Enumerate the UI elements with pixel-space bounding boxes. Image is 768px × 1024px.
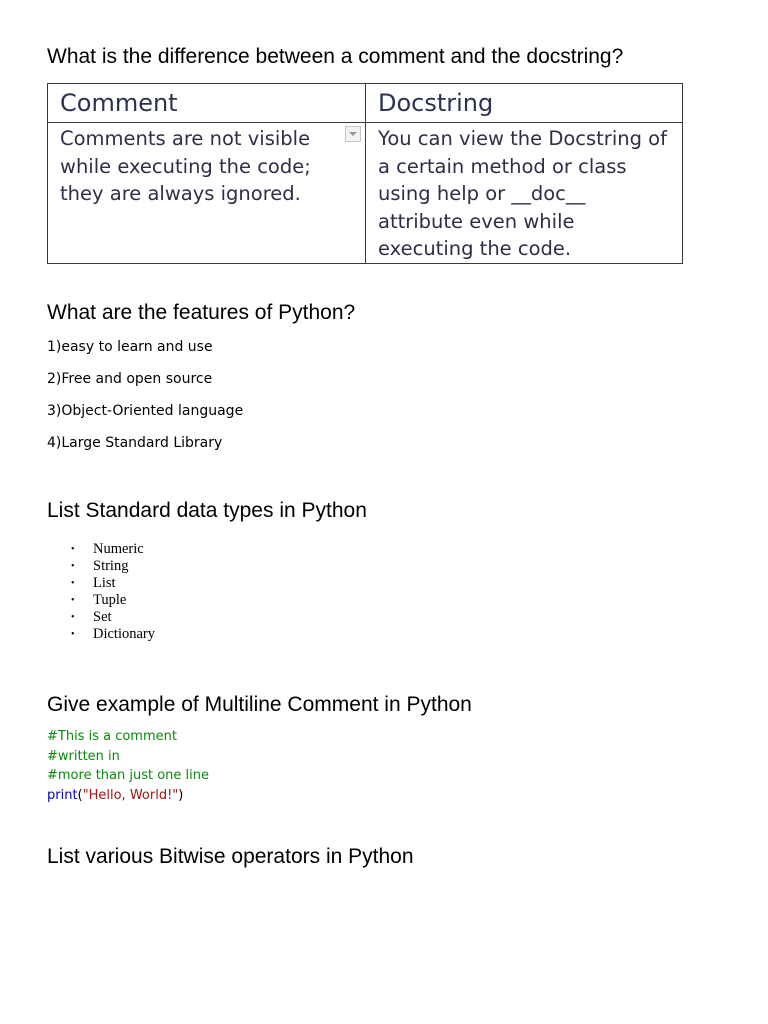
- data-types-list: [47, 541, 155, 643]
- table-cell-comment-text: Comments are not visible while executing the code; they are always ignored.: [60, 127, 311, 205]
- table-header-docstring: Docstring: [366, 84, 683, 123]
- list-item-label: List: [93, 575, 116, 591]
- bullet-icon: •: [71, 612, 75, 623]
- table-cell-docstring: [366, 123, 683, 264]
- list-item: 3)Object-Oriented language: [47, 403, 244, 419]
- code-close-paren: ): [178, 787, 184, 803]
- code-comment-line: #This is a comment: [47, 729, 177, 744]
- table-cell-docstring-text: You can view the Docstring of a certain method or class using help or __doc__ attribute even while executing the code.: [378, 127, 667, 260]
- table-row: [48, 123, 683, 264]
- list-item: [47, 592, 155, 609]
- bullet-icon: •: [71, 578, 75, 589]
- dropdown-arrow-icon: [345, 126, 361, 142]
- table-cell-comment: [48, 123, 366, 264]
- code-open-paren: (: [77, 787, 83, 803]
- bullet-icon: •: [71, 595, 75, 606]
- list-item: [47, 541, 155, 558]
- heading-bitwise-operators: List various Bitwise operators in Python: [47, 845, 414, 868]
- code-comment-line: #written in: [47, 748, 120, 764]
- bullet-icon: •: [71, 544, 75, 555]
- code-builtin-print: print: [47, 787, 78, 803]
- list-item: [47, 626, 155, 643]
- features-list: [47, 337, 243, 465]
- code-print-line: [47, 786, 209, 806]
- list-item-label: Tuple: [93, 592, 127, 608]
- list-item: 4)Large Standard Library: [47, 435, 223, 451]
- list-item-label: Set: [93, 609, 112, 625]
- list-item-label: String: [93, 558, 129, 574]
- list-item: 1)easy to learn and use: [47, 339, 213, 355]
- list-item: [47, 575, 155, 592]
- code-comment-line: #more than just one line: [47, 768, 210, 783]
- code-block: [47, 727, 209, 805]
- bullet-icon: •: [71, 561, 75, 572]
- list-item: 2)Free and open source: [47, 371, 213, 387]
- table-header-row: [48, 84, 683, 123]
- heading-multiline-comment: Give example of Multiline Comment in Python: [47, 693, 472, 716]
- list-item: [47, 558, 155, 575]
- heading-data-types: List Standard data types in Python: [47, 499, 367, 522]
- list-item-label: Dictionary: [93, 626, 156, 642]
- list-item: [47, 609, 155, 626]
- heading-comment-vs-docstring: What is the difference between a comment and the docstring?: [47, 45, 624, 68]
- heading-python-features: What are the features of Python?: [47, 301, 356, 324]
- list-item-label: Numeric: [93, 541, 144, 557]
- comparison-table: [47, 83, 683, 264]
- table-header-comment: Comment: [48, 84, 366, 123]
- bullet-icon: •: [71, 629, 75, 640]
- code-string-literal: "Hello, World!": [82, 787, 179, 803]
